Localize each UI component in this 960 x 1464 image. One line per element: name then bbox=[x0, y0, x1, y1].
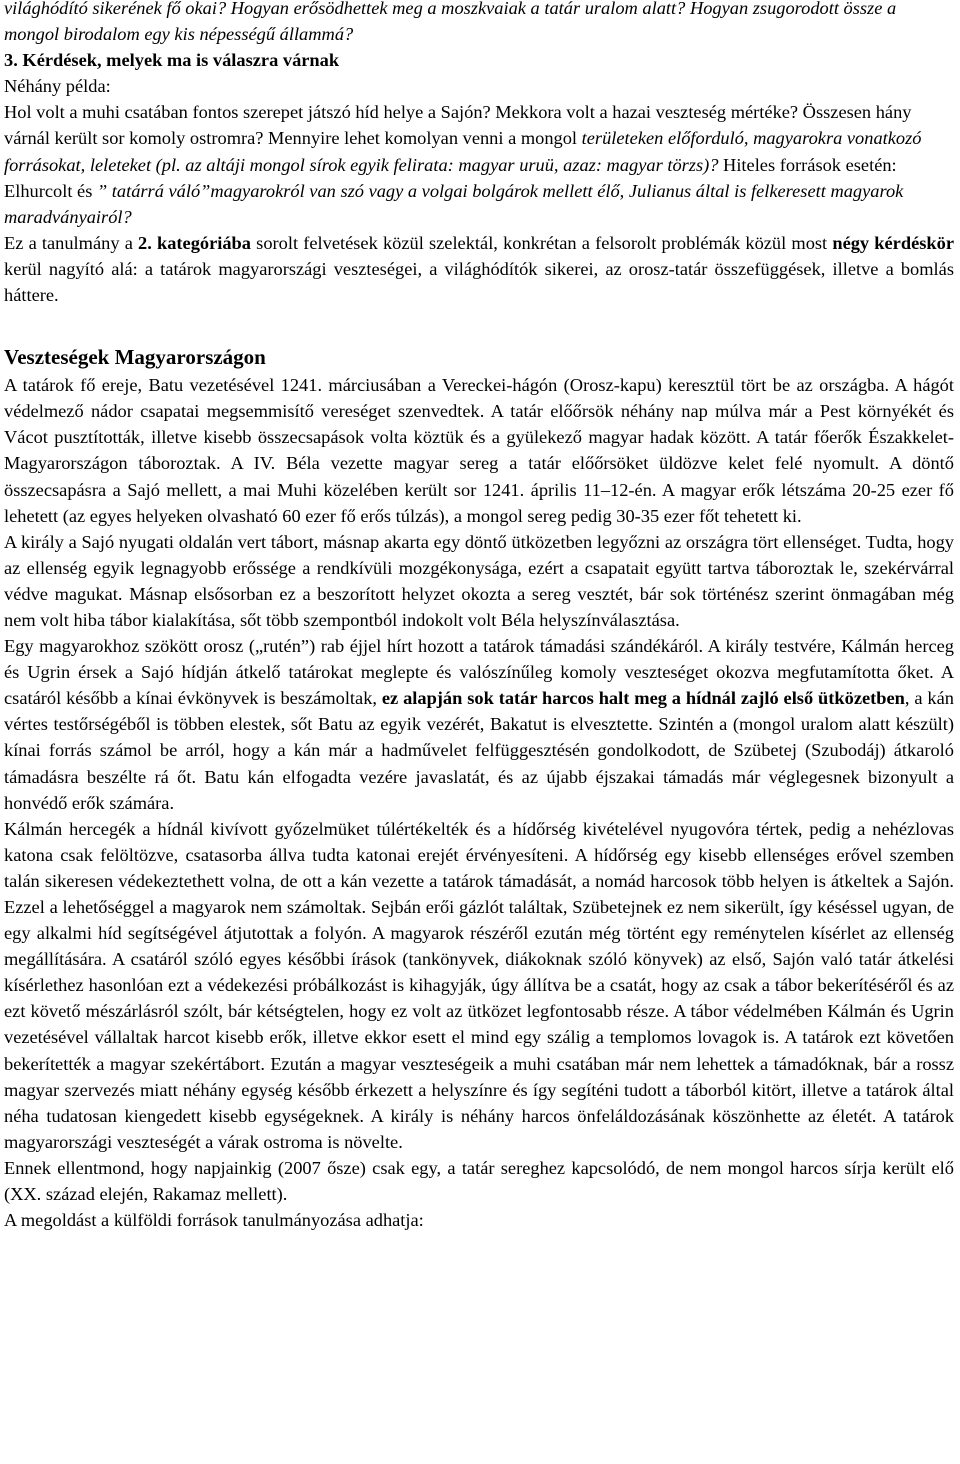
question-block-1: Hol volt a muhi csatában fontos szerepet játszó híd helye a Sajón? Mekkora volt a hazai veszteség mértéke? Összesen hány várnál került sor komoly ostromra? Mennyire lehet komolyan venni a mongol bbox=[4, 102, 912, 149]
bridge-text-a: Egy magyarokhoz szökött orosz („rutén”) rab éjjel hírt hozott a tatárok támadási szándékáról. A király testvére, Kálmán herceg és Ugrin érsek a Sajó hídján átkelő tatárokat meglepte és valószínűleg komoly veszteséget okozva megfutamította őket. A csatáról később a kínai évkönyvek is beszámoltak, bbox=[4, 636, 954, 709]
study-text-e: kerül nagyító alá: a tatárok magyarországi veszteségei, a világhódítók sikerei, az orosz-tatár összefüggések, illetve a bomlás háttere. bbox=[4, 258, 954, 306]
paragraph-camp: A király a Sajó nyugati oldalán vert tábort, másnap akarta egy döntő ütközetben legyőzni az országra tört ellenséget. Tudta, hogy az ellenség egyik legnagyobb erőssége a rendkívüli mozgékonysága, ezért a csapatait együtt tartva táboroztak le, szekérvárral védve magukat. Másnap elsősorban ez a beszorított helyzet okozta a sereg vesztét, bár sok történész szerint önmagában még nem volt hiba tábor kialakítása, sőt több szempontból indokolt volt Béla helyszínválasztása. bbox=[4, 531, 954, 630]
paragraph-camp-siege: Kálmán hercegék a hídnál kivívott győzelmüket túlértékelték és a hídőrség kivételével nyugovóra tértek, pedig a nehézlovas katona csak felöltözve, csatasorba állva tudta katonai erejét érvényesíteni. A hídőrség egy kisebb ellenséges erővel szemben talán sikeresen védekeztethett volna, de ott a kán vezette a tatárok támadását, a nomád harcosok több helyen is átkeltek a Sajón. Ezzel a lehetőséggel a magyarok nem számoltak. Sejbán erői gázlót találtak, Szübetejnek ez nem sikerült, így késéssel ugyan, de egy alkalmi híd segítségével átjutottak a folyón. A magyarok részéről ezután még történt egy reménytelen kísérlet az ellenség megállítására. A csatáról szóló egyes későbbi írások (tankönyvek, diákoknak szóló könyvek) az első, Sajón való tatár átkelési kísérlethez hasonlóan ezt a védekezési próbálkozást is kihagyják, úgy állítva be a csatát, hogy az csak a tábor bekerítéséről és az ezt követő mészárlásról szólt, bár kétségtelen, hogy ez volt az ütközet legfontosabb része. A tábor védelmében Kálmán és Ugrin vezetésével vállaltak harcot kisebb erők, illetve ekkor esett el mind egy szálig a templomos lovagok is. A tatárok ezt követően bekerítették a magyar szekértábort. Ezután a magyar veszteségeik a muhi csatában már nem lehettek a támadóknak, bár a rossz magyar szervezés miatt néhány egység később érkezett a helyszínre és így segíténi tudott a táborból kitört, illetve a tatárok által néha tudatosan kiengedett kisebb egységeknek. A király is néhány harcos önfeláldozásának köszönhette az életét. A tatárok magyarországi veszteségét a várak ostroma is növelte. bbox=[4, 818, 954, 1152]
question-block-3: Hiteles források esetén: Elhurcolt és bbox=[4, 154, 897, 201]
study-text-a: Ez a tanulmány a bbox=[4, 232, 139, 253]
section-3-heading bbox=[4, 47, 956, 73]
intro-question-text bbox=[4, 0, 954, 47]
paragraph-grave: Ennek ellentmond, hogy napjainkig (2007 ősze) csak egy, a tatár sereghez kapcsolódó, de nem mongol harcos sírja került elő (XX. század elején, Rakamaz mellett). bbox=[4, 1157, 954, 1205]
bridge-text-c: , a kán vértes testőrségéből is többen elestek, sőt Batu az egyik vezérét, Bakatut is elvesztette. Szintén a (mongol uralom alatt készült) kínai forrás számol be arról, hogy a kán már a hadművelet felfüggesztésén gondolkodott, de Szübetej (Szubodáj) átkaroló támadásra beszélte rá őt. Batu kán elfogadta vezére javaslatát, és az újabb éjszakai támadás már véglegesnek bizonyult a honvédő erők számára. bbox=[4, 688, 954, 813]
examples-label: Néhány példa: bbox=[4, 76, 111, 97]
paragraph-bridge-battle bbox=[4, 633, 954, 816]
study-category-bold: 2. kategóriába bbox=[138, 232, 251, 253]
study-topics-bold: négy kérdéskör bbox=[832, 232, 954, 253]
study-text-c: sorolt felvetések közül szelektál, konkrétan a felsorolt problémák közül most bbox=[251, 232, 833, 253]
section-3-heading-text: 3. Kérdések, melyek ma is válaszra várnak bbox=[4, 50, 340, 71]
section-title: Veszteségek Magyarországon bbox=[4, 345, 266, 370]
paragraph-sources: A megoldást a külföldi források tanulmányozása adhatja: bbox=[4, 1210, 424, 1231]
intro-italic-question: világhódító sikerének fő okai? Hogyan erősödhettek meg a moszkvaiak a tatár uralom alatt? Hogyan zsugorodott össze a mongol birodalom egy kis népességű állammá? bbox=[4, 0, 897, 45]
open-questions-paragraph bbox=[4, 99, 954, 229]
study-scope-paragraph bbox=[4, 230, 954, 308]
paragraph-invasion: A tatárok fő ereje, Batu vezetésével 1241. márciusában a Vereckei-hágón (Orosz-kapu) keresztül tört be az országba. A hágót védelmező nádor csapatai megsemmisítő vereséget szenvedtek. A tatár előőrsök néhány nap múlva már a Pest környékét és Vácot pusztították, illetve kisebb összecsapások volta köztük és a gyülekező magyar hadak között. A tatár főerők Északkelet-Magyarországon táboroztak. A IV. Béla vezette magyar sereg a tatár előőrsöket üldözve kelet felé nyomult. A döntő összecsapásra a Sajó mellett, a mai Muhi közelében került sor 1241. április 11–12-én. A magyar erők létszáma 20-25 ezer fő lehetett (az egyes helyeken olvasható 60 ezer fő erős túlzás), a mongol sereg pedig 30-35 ezer főt tehetett ki. bbox=[4, 375, 954, 526]
question-block-2: területeken előforduló, magyarokra vonatkozó forrásokat, leleteket (pl. az altáji mongol sírok egyik felirata: magyar uruü, azaz: magyar törzs)? bbox=[4, 128, 922, 175]
bridge-emphasis: ez alapján sok tatár harcos halt meg a hídnál zajló első ütközetben bbox=[381, 688, 905, 709]
question-block-4: ” tatárrá váló”magyarokról van szó vagy a volgai bolgárok mellett élő, Julianus által is felkeresett magyarok maradványairól? bbox=[4, 180, 904, 227]
